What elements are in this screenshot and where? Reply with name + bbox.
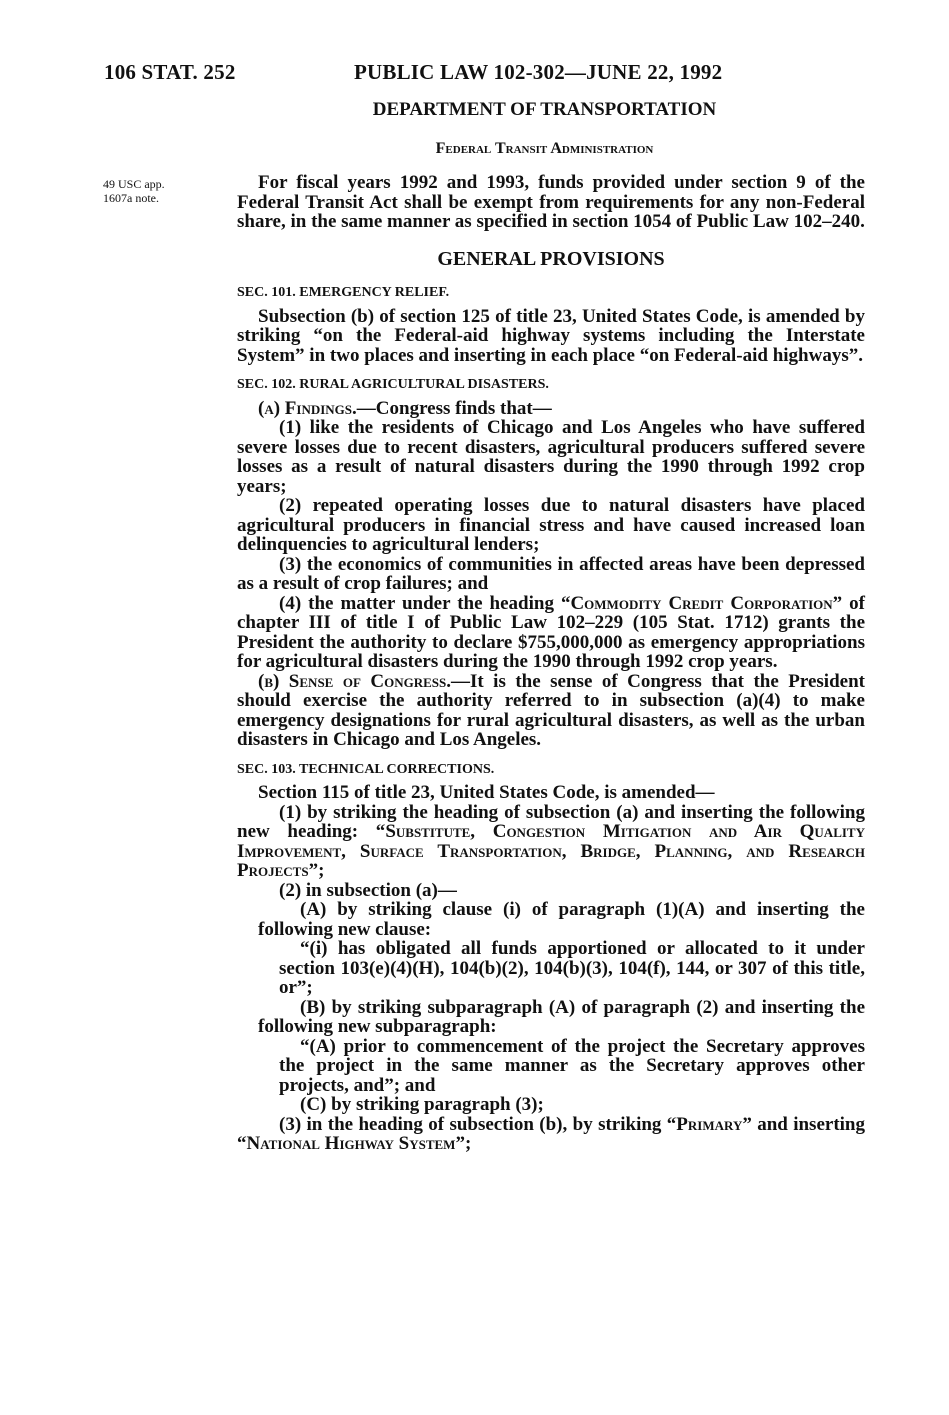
sec102-item1: (1) like the residents of Chicago and Los Angeles who have suffered severe losses due to recent disasters, agricultural producers suffered severe losses as a result of natural disasters during the 1990 through 1992 crop years;: [237, 417, 865, 497]
item4-smallcaps: Commodity Credit Corporation: [570, 592, 833, 614]
s103-item1-smallcaps: Substitute, Congestion Mitigation and Air Quality Improvement, Surface Transportation, Bridge, Planning, and Research Projects: [237, 821, 865, 881]
sec102-item4: [237, 594, 865, 672]
sec103-item2B: (B) by striking subparagraph (A) of paragraph (2) and inserting the following new subparagraph:: [258, 996, 865, 1037]
findings-label: (a) Findings.: [258, 397, 357, 419]
sense-text: —It is the sense of Congress that the President should exercise the authority referred to in subsection (a)(4) to make emergency designations for rural agricultural disasters, as well as the urban disasters in Chicago and Los Angeles.: [237, 670, 865, 750]
sec103-item2A-quote-block: [279, 939, 865, 998]
department-heading: DEPARTMENT OF TRANSPORTATION: [372, 99, 717, 120]
general-provisions-heading: GENERAL PROVISIONS: [437, 247, 665, 270]
sec102-findings: [237, 399, 865, 419]
sec103-item2B-quote: “(A) prior to commencement of the project the Secretary approves the project in the same manner as the Secretary approves other projects, and”; and: [279, 1035, 865, 1096]
sec103-item1: [237, 803, 865, 881]
s103-item1-pre: (1) by striking the heading of subsection (a) and inserting the following new heading: “: [237, 801, 865, 842]
s103-item3-pre: (3) in the heading of subsection (b), by striking “: [279, 1113, 677, 1135]
s103-item3-sc2: National Highway System: [246, 1133, 456, 1154]
sec102-heading: SEC. 102. RURAL AGRICULTURAL DISASTERS.: [237, 377, 549, 392]
sec102-sense: [237, 672, 865, 750]
sec102-item2: (2) repeated operating losses due to natural disasters have placed agricultural producers in financial stress and have caused increased loan delinquencies to agricultural lenders;: [237, 495, 865, 555]
sec103-heading: SEC. 103. TECHNICAL CORRECTIONS.: [237, 761, 495, 777]
item4-post: ” of chapter III of title I of Public Law 102–229 (105 Stat. 1712) grants the President the authority to declare $755,000,000 as emergency appropriations for agricultural disasters during the 1990 through 1992 crop years.: [237, 592, 865, 672]
sec101-text: Subsection (b) of section 125 of title 23, United States Code, is amended by striking “on the Federal-aid highway systems including the Interstate System” in two places and inserting in each place “on Federal-aid highways”.: [237, 305, 865, 366]
s103-item1-post: ”;: [308, 860, 325, 881]
agency-heading: Federal Transit Administration: [435, 140, 654, 157]
sec103-item2-block: [258, 900, 865, 1115]
margin-note: [103, 177, 213, 205]
sec103-item2: (2) in subsection (a)—: [279, 879, 457, 901]
intro-paragraph: For fiscal years 1992 and 1993, funds provided under section 9 of the Federal Transit Act shall be exempt from requirements for any non-Federal share, in the same manner as specified in section 1054 of Public Law 102–240.: [237, 172, 865, 232]
page-reference: 106 STAT. 252: [104, 60, 236, 84]
sec103-item2A: (A) by striking clause (i) of paragraph (1)(A) and inserting the following new clause:: [258, 899, 865, 940]
sec103-item3: [237, 1115, 865, 1154]
margin-note-line2: 1607a note.: [103, 191, 159, 205]
findings-text: —Congress finds that—: [356, 397, 552, 419]
sense-label: (b) Sense of Congress.: [258, 670, 451, 692]
sec102-item3: (3) the economics of communities in affected areas have been depressed as a result of crop failures; and: [237, 553, 865, 594]
law-title: PUBLIC LAW 102-302—JUNE 22, 1992: [354, 60, 723, 84]
sec103-item2C: (C) by striking paragraph (3);: [300, 1094, 544, 1115]
sec103-intro: Section 115 of title 23, United States Code, is amended—: [258, 782, 715, 803]
margin-note-line1: 49 USC app.: [103, 177, 165, 191]
statute-body: [237, 173, 865, 1154]
sec101-heading: SEC. 101. EMERGENCY RELIEF.: [237, 285, 450, 300]
s103-item3-post: ”;: [455, 1133, 472, 1154]
s103-item3-sc1: Primary: [676, 1113, 743, 1135]
item4-pre: (4) the matter under the heading “: [279, 592, 571, 614]
sec103-item2B-quote-block: [279, 1037, 865, 1096]
s103-item3-mid: ” and inserting “: [237, 1113, 865, 1154]
sec103-item2A-quote: “(i) has obligated all funds apportioned or allocated to it under section 103(e)(4)(H), 104(b)(2), 104(b)(3), 104(f), 144, or 307 of this title, or”;: [279, 938, 865, 998]
